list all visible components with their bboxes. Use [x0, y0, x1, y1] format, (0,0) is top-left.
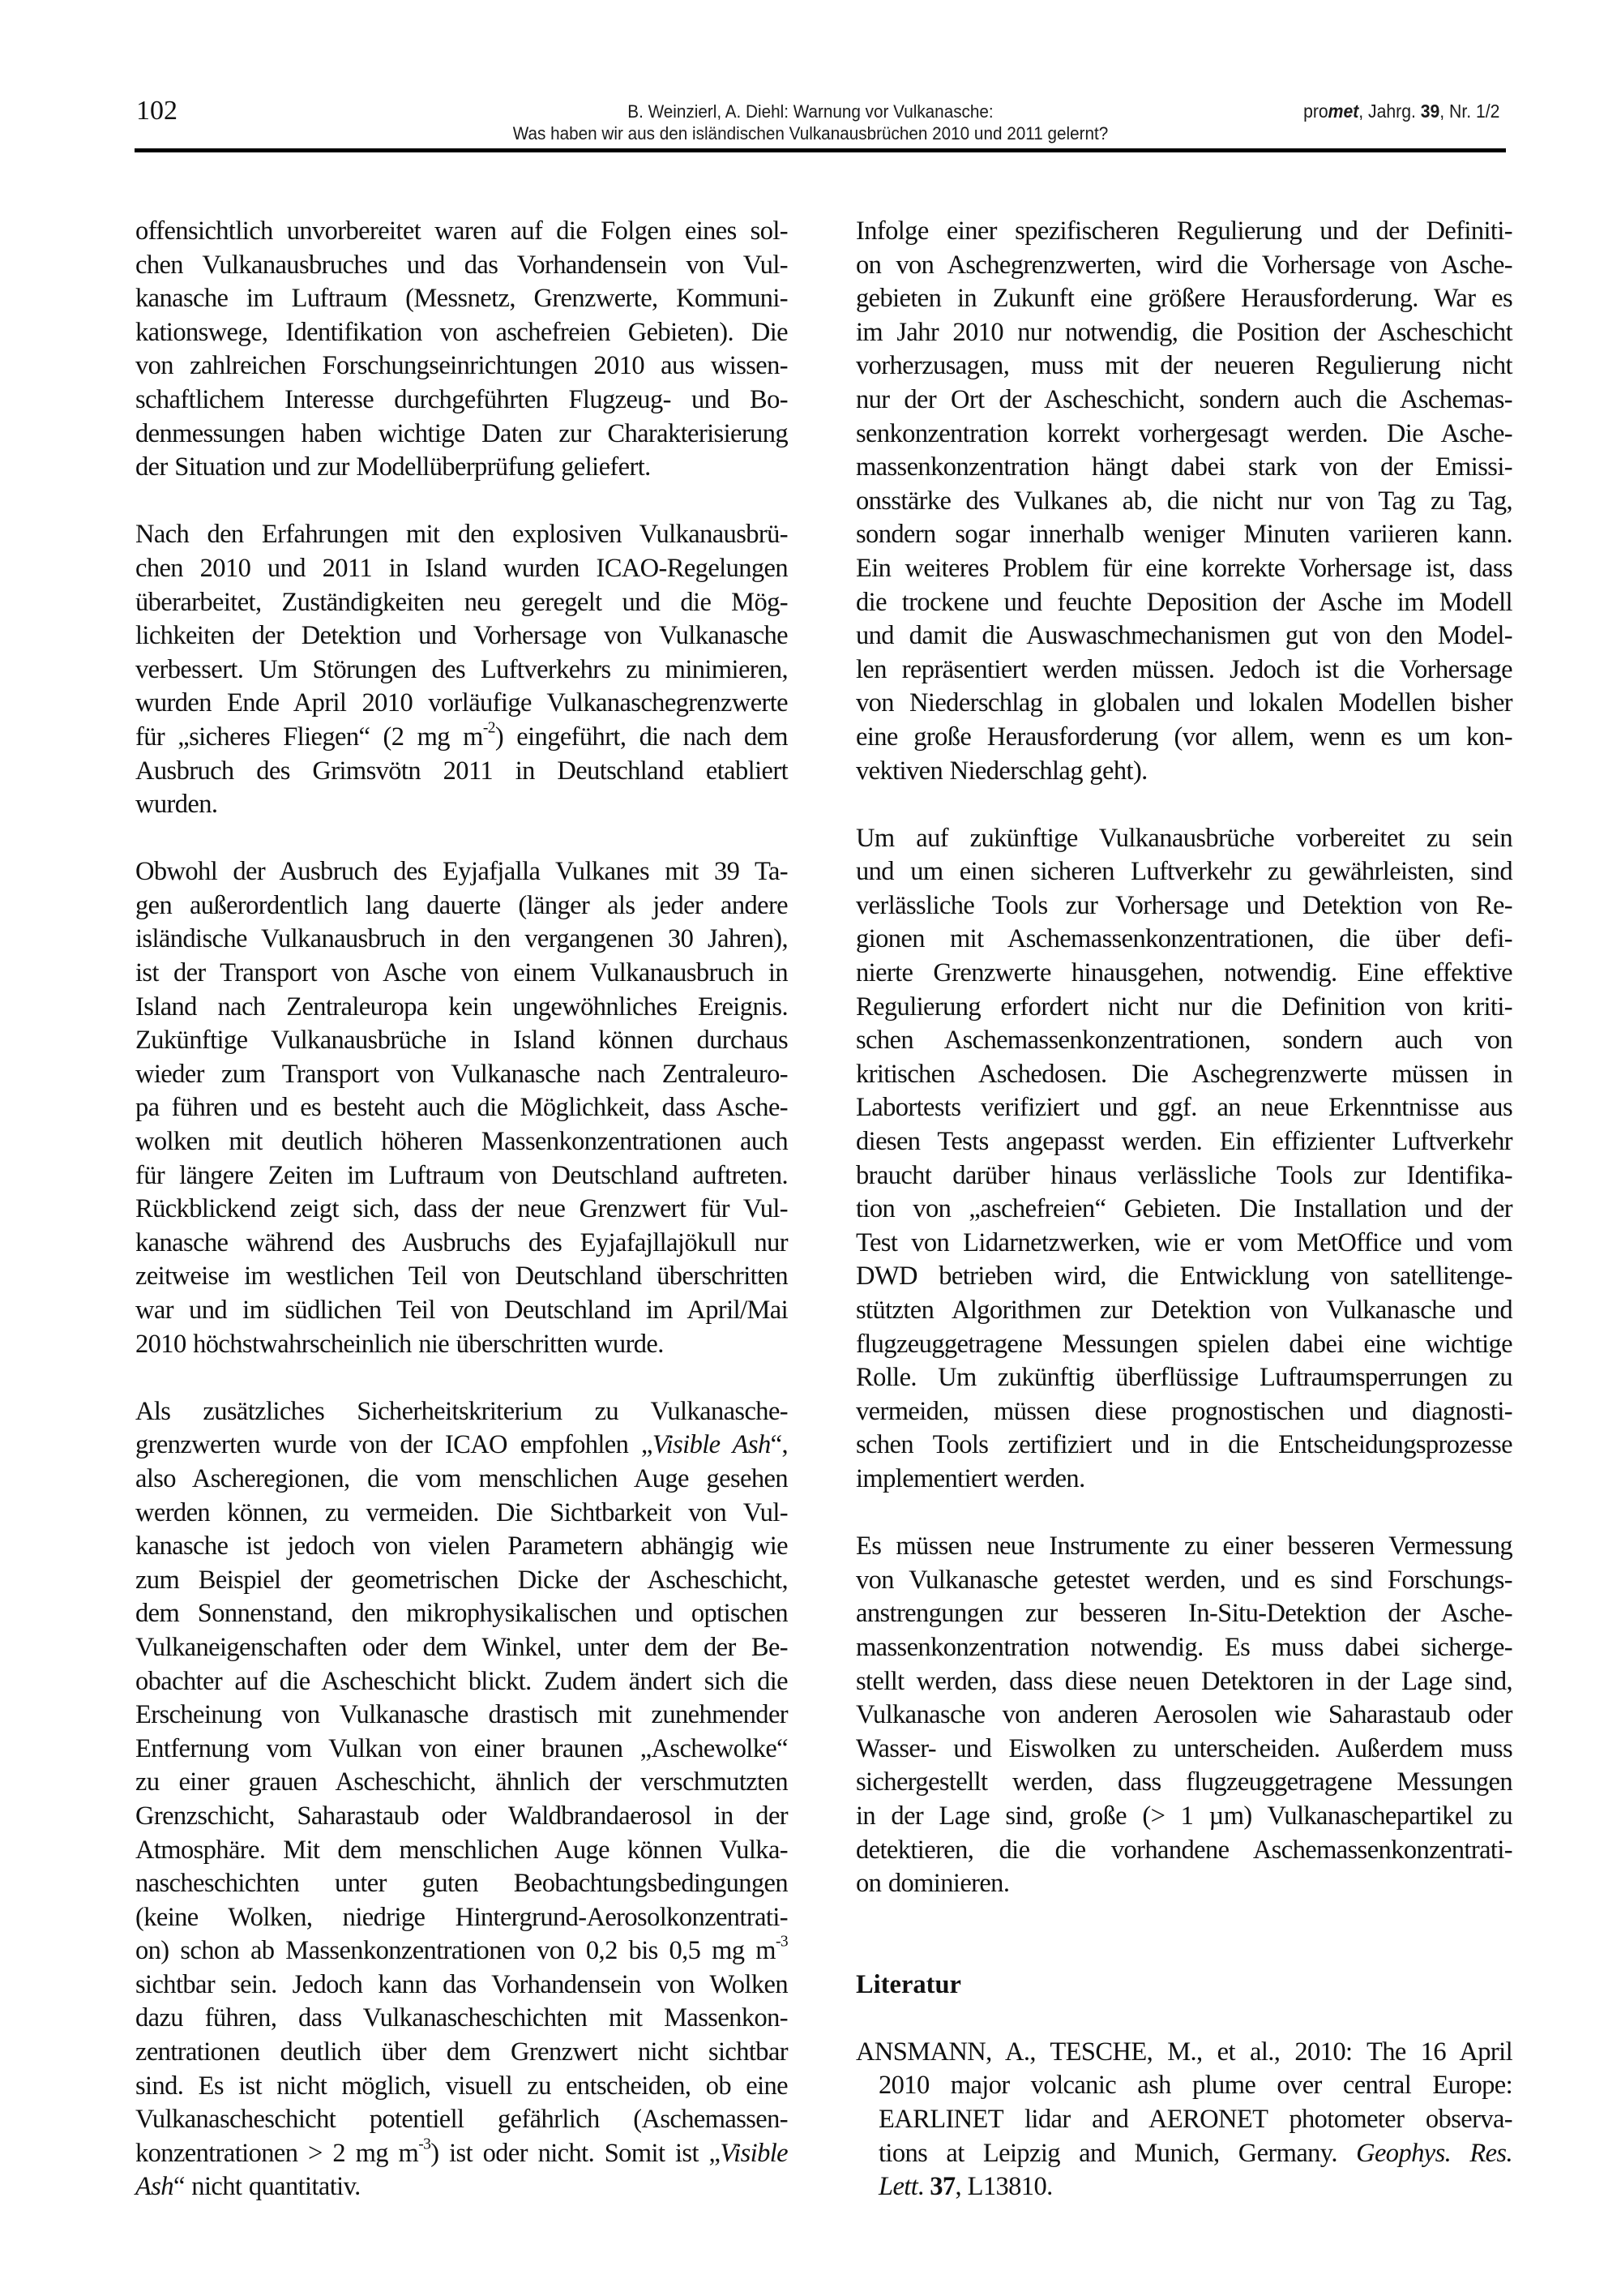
right-column	[856, 215, 1512, 2204]
reference-line	[856, 2137, 1512, 2171]
running-title	[438, 101, 1183, 144]
journal-year-label: , Jahrg.	[1358, 101, 1421, 122]
text-line: wieder zum Transport von Vulkanasche nach Zentraleuro-	[135, 1059, 788, 1089]
text-line: vorherzusagen, muss mit der neueren Regulierung nicht	[856, 351, 1512, 381]
text-line: nur der Ort der Ascheschicht, sondern auch die Aschemas-	[856, 384, 1512, 414]
section-gap	[856, 2002, 1512, 2036]
text-line: denmessungen haben wichtige Daten zur Charakterisierung	[135, 418, 788, 448]
text-line: also Ascheregionen, die vom menschlichen Auge gesehen	[135, 1463, 788, 1493]
text-line: Nach den Erfahrungen mit den explosiven Vulkanausbrü-	[135, 520, 788, 550]
text-line: war und im südlichen Teil von Deutschland im April/Mai	[135, 1296, 788, 1325]
text-line: braucht darüber hinaus verlässliche Tools zur Identifika-	[856, 1160, 1512, 1190]
paragraph-6	[856, 822, 1512, 1497]
text-line: DWD betrieben wird, die Entwicklung von satellitenge-	[856, 1262, 1512, 1292]
reference-line: ANSMANN, A., TESCHE, M., et al., 2010: The 16 April	[856, 2037, 1512, 2067]
text-line: on von Aschegrenzwerten, wird die Vorhersage von Asche-	[856, 250, 1512, 280]
text-line: Grenzschicht, Saharastaub oder Waldbrandaerosol in der	[135, 1801, 788, 1831]
text-line: Regulierung erfordert nicht nur die Definition von kriti-	[856, 992, 1512, 1022]
text-line: Zukünftige Vulkanausbrüche in Island können durchaus	[135, 1026, 788, 1056]
text-line: von Niederschlag in globalen und lokalen Modellen bisher	[856, 688, 1512, 718]
text-line: Obwohl der Ausbruch des Eyjafjalla Vulkanes mit 39 Ta-	[135, 857, 788, 887]
text-line	[135, 721, 788, 755]
text-line: Ein weiteres Problem für eine korrekte Vorhersage ist, dass	[856, 553, 1512, 583]
text-fragment: konzentrationen > 2 mg m	[135, 2138, 419, 2168]
text-line: kritischen Aschedosen. Die Aschegrenzwerte müssen in	[856, 1059, 1512, 1089]
text-line	[135, 2170, 788, 2204]
running-title-subtitle: Was haben wir aus den isländischen Vulkanausbrüchen 2010 und 2011 gelernt?	[512, 123, 1109, 144]
paragraph-5	[856, 215, 1512, 788]
text-line: der Situation und zur Modellüberprüfung geliefert.	[135, 452, 651, 482]
text-line: kanasche im Luftraum (Messnetz, Grenzwerte, Kommuni-	[135, 284, 788, 314]
text-fragment: tions at Leipzig and Munich, Germany.	[879, 2138, 1357, 2168]
text-line: wolken mit deutlich höheren Massenkonzentrationen auch	[135, 1127, 788, 1157]
text-line: ist der Transport von Asche von einem Vulkanausbruch in	[135, 958, 788, 988]
text-line: und um einen sicheren Luftverkehr zu gewährleisten, sind	[856, 857, 1512, 887]
journal-issue: , Nr. 1/2	[1439, 101, 1499, 122]
text-fragment: ) eingeführt, die nach dem	[494, 722, 788, 752]
text-line: und damit die Auswaschmechanismen gut von den Model-	[856, 621, 1512, 651]
text-line: Wasser- und Eiswolken zu unterscheiden. Außerdem muss	[856, 1733, 1512, 1763]
text-line: Ausbruch des Grimsvötn 2011 in Deutschland etabliert	[135, 756, 788, 786]
paragraph-2	[135, 518, 788, 821]
superscript: -3	[775, 1933, 788, 1951]
text-line: detektieren, die die vorhandene Aschemassenkonzentrati-	[856, 1835, 1512, 1865]
paragraph-gap	[856, 788, 1512, 822]
paragraph-1	[135, 215, 788, 485]
text-fragment: “	[173, 2172, 185, 2202]
text-line: Vulkanascheschicht potentiell gefährlich (Aschemassen-	[135, 2105, 788, 2135]
text-line: vektiven Niederschlag geht).	[856, 756, 1148, 786]
text-line: chen Vulkanausbruches und das Vorhandensein von Vul-	[135, 250, 788, 280]
text-line: nascheschichten unter guten Beobachtungsbedingungen	[135, 1869, 788, 1899]
text-line: vermeiden, müssen diese prognostischen und diagnosti-	[856, 1396, 1512, 1426]
text-line: Test von Lidarnetzwerken, wie er vom MetOffice und vom	[856, 1227, 1512, 1257]
journal-volume: 39	[1420, 101, 1439, 122]
text-line: zentrationen deutlich über dem Grenzwert nicht sichtbar	[135, 2037, 788, 2067]
text-line: Island nach Zentraleuropa kein ungewöhnliches Ereignis.	[135, 992, 788, 1022]
reference-line: EARLINET lidar and AERONET photometer observa-	[879, 2105, 1512, 2135]
text-line: sichtbar sein. Jedoch kann das Vorhandensein von Wolken	[135, 1969, 788, 1999]
superscript: -2	[482, 719, 495, 737]
text-line: tion von „aschefreien“ Gebieten. Die Installation und der	[856, 1194, 1512, 1224]
text-line: dem Sonnenstand, den mikrophysikalischen und optischen	[135, 1599, 788, 1629]
text-line: Es müssen neue Instrumente zu einer besseren Vermessung	[856, 1531, 1512, 1561]
italic-term: Visible Ash	[652, 1430, 771, 1460]
text-line: dazu führen, dass Vulkanascheschichten mit Massenkon-	[135, 2003, 788, 2033]
journal-info	[1303, 101, 1499, 122]
text-line: Entfernung vom Vulkan von einer braunen „Aschewolke“	[135, 1733, 788, 1763]
reference-entry	[856, 2036, 1512, 2204]
text-line: wurden.	[135, 790, 218, 820]
text-line	[135, 2137, 788, 2171]
reference-line: 2010 major volcanic ash plume over central Europe:	[879, 2071, 1512, 2101]
text-line: in der Lage sind, große (> 1 µm) Vulkanaschepartikel zu	[856, 1801, 1512, 1831]
paragraph-3	[135, 855, 788, 1361]
text-line: implementiert werden.	[856, 1463, 1085, 1493]
text-line: massenkonzentration notwendig. Es muss dabei sicherge-	[856, 1632, 1512, 1662]
text-line: zu einer grauen Ascheschicht, ähnlich der verschmutzten	[135, 1767, 788, 1797]
text-line: gebieten in Zukunft eine größere Herausforderung. War es	[856, 284, 1512, 314]
journal-title: Geophys. Res.	[1356, 2138, 1512, 2168]
text-line: kationswege, Identifikation von aschefreien Gebieten). Die	[135, 317, 788, 347]
text-fragment: .	[917, 2172, 930, 2202]
left-column	[135, 215, 788, 2204]
text-line: Labortests verifiziert und ggf. an neue Erkenntnisse aus	[856, 1093, 1512, 1123]
text-line: sondern sogar innerhalb weniger Minuten variieren kann.	[856, 520, 1512, 550]
text-line: werden können, zu vermeiden. Die Sichtbarkeit von Vul-	[135, 1497, 788, 1527]
text-line: gen außerordentlich lang dauerte (länger als jeder andere	[135, 890, 788, 920]
volume-number: 37	[930, 2172, 956, 2202]
text-line: massenkonzentration hängt dabei stark von der Emissi-	[856, 452, 1512, 482]
journal-title: Lett	[879, 2172, 918, 2202]
text-line: onsstärke des Vulkanes ab, die nicht nur von Tag zu Tag,	[856, 486, 1512, 516]
text-line: wurden Ende April 2010 vorläufige Vulkanaschegrenzwerte	[135, 688, 788, 718]
text-line: Rückblickend zeigt sich, dass der neue Grenzwert für Vul-	[135, 1194, 788, 1224]
journal-name-prefix: pro	[1302, 101, 1328, 122]
running-title-authors: B. Weinzierl, A. Diehl: Warnung vor Vulkanasche:	[627, 101, 994, 122]
page-number: 102	[136, 96, 177, 126]
italic-term: Visible	[720, 2138, 788, 2168]
text-line: sind. Es ist nicht möglich, visuell zu entscheiden, ob eine	[135, 2071, 788, 2101]
text-line: überarbeitet, Zuständigkeiten neu geregelt und die Mög-	[135, 587, 788, 617]
reference-line	[856, 2170, 1512, 2204]
text-line: von zahlreichen Forschungseinrichtungen 2010 aus wissen-	[135, 351, 788, 381]
text-line: kanasche während des Ausbruchs des Eyjafajllajökull nur	[135, 1227, 788, 1257]
text-line: Vulkaneigenschaften oder dem Winkel, unter dem der Be-	[135, 1632, 788, 1662]
text-line: im Jahr 2010 nur notwendig, die Position der Ascheschicht	[856, 317, 1512, 347]
text-fragment: on) schon ab Massenkonzentrationen von 0,2 bis 0,5 mg m	[135, 1936, 776, 1966]
journal-name-suffix: met	[1328, 101, 1358, 122]
paragraph-gap	[856, 1497, 1512, 1531]
text-line: senkonzentration korrekt vorhergesagt werden. Die Asche-	[856, 418, 1512, 448]
text-line: stützten Algorithmen zur Detektion von Vulkanasche und	[856, 1296, 1512, 1325]
text-line: lichkeiten der Detektion und Vorhersage von Vulkanasche	[135, 621, 788, 651]
text-line: Erscheinung von Vulkanasche drastisch mit zunehmender	[135, 1700, 788, 1730]
text-line: zeitweise im westlichen Teil von Deutschland überschritten	[135, 1262, 788, 1292]
text-line: pa führen und es besteht auch die Möglichkeit, dass Asche-	[135, 1093, 788, 1123]
paragraph-gap	[135, 1361, 788, 1395]
header-rule	[135, 148, 1506, 152]
text-line: anstrengungen zur besseren In-Situ-Detektion der Asche-	[856, 1599, 1512, 1629]
text-line: von Vulkanasche getestet werden, und es sind Forschungs-	[856, 1565, 1512, 1595]
text-line: zum Beispiel der geometrischen Dicke der Ascheschicht,	[135, 1565, 788, 1595]
text-line: obachter auf die Ascheschicht blickt. Zudem ändert sich die	[135, 1666, 788, 1696]
text-line: offensichtlich unvorbereitet waren auf die Folgen eines sol-	[135, 216, 788, 246]
text-line: on dominieren.	[856, 1869, 1010, 1899]
text-line: kanasche ist jedoch von vielen Parametern abhängig wie	[135, 1531, 788, 1561]
text-line: verlässliche Tools zur Vorhersage und Detektion von Re-	[856, 890, 1512, 920]
text-fragment: “,	[770, 1430, 788, 1460]
text-fragment: für „sicheres Fliegen“ (2 mg m	[135, 722, 483, 752]
paragraph-gap	[135, 822, 788, 856]
text-fragment: ) ist oder nicht. Somit ist „	[430, 2138, 721, 2168]
text-fragment: nicht quantitativ.	[184, 2172, 361, 2202]
text-line: schaftlichem Interesse durchgeführten Flugzeug- und Bo-	[135, 384, 788, 414]
text-line: Vulkanasche von anderen Aerosolen wie Saharastaub oder	[856, 1700, 1512, 1730]
text-line: chen 2010 und 2011 in Island wurden ICAO-Regelungen	[135, 553, 788, 583]
references-heading: Literatur	[856, 1969, 961, 1999]
text-line: nierte Grenzwerte hinausgehen, notwendig. Eine effektive	[856, 958, 1512, 988]
text-line: flugzeuggetragene Messungen spielen dabei eine wichtige	[856, 1329, 1512, 1359]
text-line: (keine Wolken, niedrige Hintergrund-Aerosolkonzentrati-	[135, 1902, 788, 1932]
text-line: schen Aschemassenkonzentrationen, sondern auch von	[856, 1026, 1512, 1056]
text-line: stellt werden, dass diese neuen Detektoren in der Lage sind,	[856, 1666, 1512, 1696]
text-line: isländische Vulkanausbruch in den vergangenen 30 Jahren),	[135, 924, 788, 954]
text-line: Als zusätzliches Sicherheitskriterium zu Vulkanasche-	[135, 1396, 788, 1426]
section-gap	[856, 1901, 1512, 1968]
text-line: für längere Zeiten im Luftraum von Deutschland auftreten.	[135, 1160, 788, 1190]
text-line	[135, 1429, 788, 1463]
text-line: len repräsentiert werden müssen. Jedoch ist die Vorhersage	[856, 654, 1512, 684]
text-line: Rolle. Um zukünftig überflüssige Luftraumsperrungen zu	[856, 1363, 1512, 1393]
text-line: diesen Tests angepasst werden. Ein effizienter Luftverkehr	[856, 1127, 1512, 1157]
paragraph-gap	[135, 485, 788, 519]
text-line: schen Tools zertifiziert und in die Entscheidungsprozesse	[856, 1430, 1512, 1460]
text-line: gionen mit Aschemassenkonzentrationen, die über defi-	[856, 924, 1512, 954]
superscript: -3	[418, 2135, 431, 2153]
text-line: Um auf zukünftige Vulkanausbrüche vorbereitet zu sein	[856, 823, 1512, 853]
text-line	[135, 1934, 788, 1968]
paragraph-7	[856, 1530, 1512, 1901]
text-fragment: grenzwerten wurde von der ICAO empfohlen „	[135, 1430, 652, 1460]
italic-term: Ash	[135, 2172, 173, 2202]
text-fragment: , L13810.	[955, 2172, 1053, 2202]
text-line: verbessert. Um Störungen des Luftverkehrs zu minimieren,	[135, 654, 788, 684]
text-line: sichergestellt werden, dass flugzeuggetragene Messungen	[856, 1767, 1512, 1797]
text-line: die trockene und feuchte Deposition der Asche im Modell	[856, 587, 1512, 617]
text-line: eine große Herausforderung (vor allem, wenn es um kon-	[856, 722, 1512, 752]
paragraph-4	[135, 1395, 788, 2204]
text-line: Infolge einer spezifischeren Regulierung und der Definiti-	[856, 216, 1512, 246]
text-line: Atmosphäre. Mit dem menschlichen Auge können Vulka-	[135, 1835, 788, 1865]
text-line: 2010 höchstwahrscheinlich nie überschritten wurde.	[135, 1329, 664, 1359]
